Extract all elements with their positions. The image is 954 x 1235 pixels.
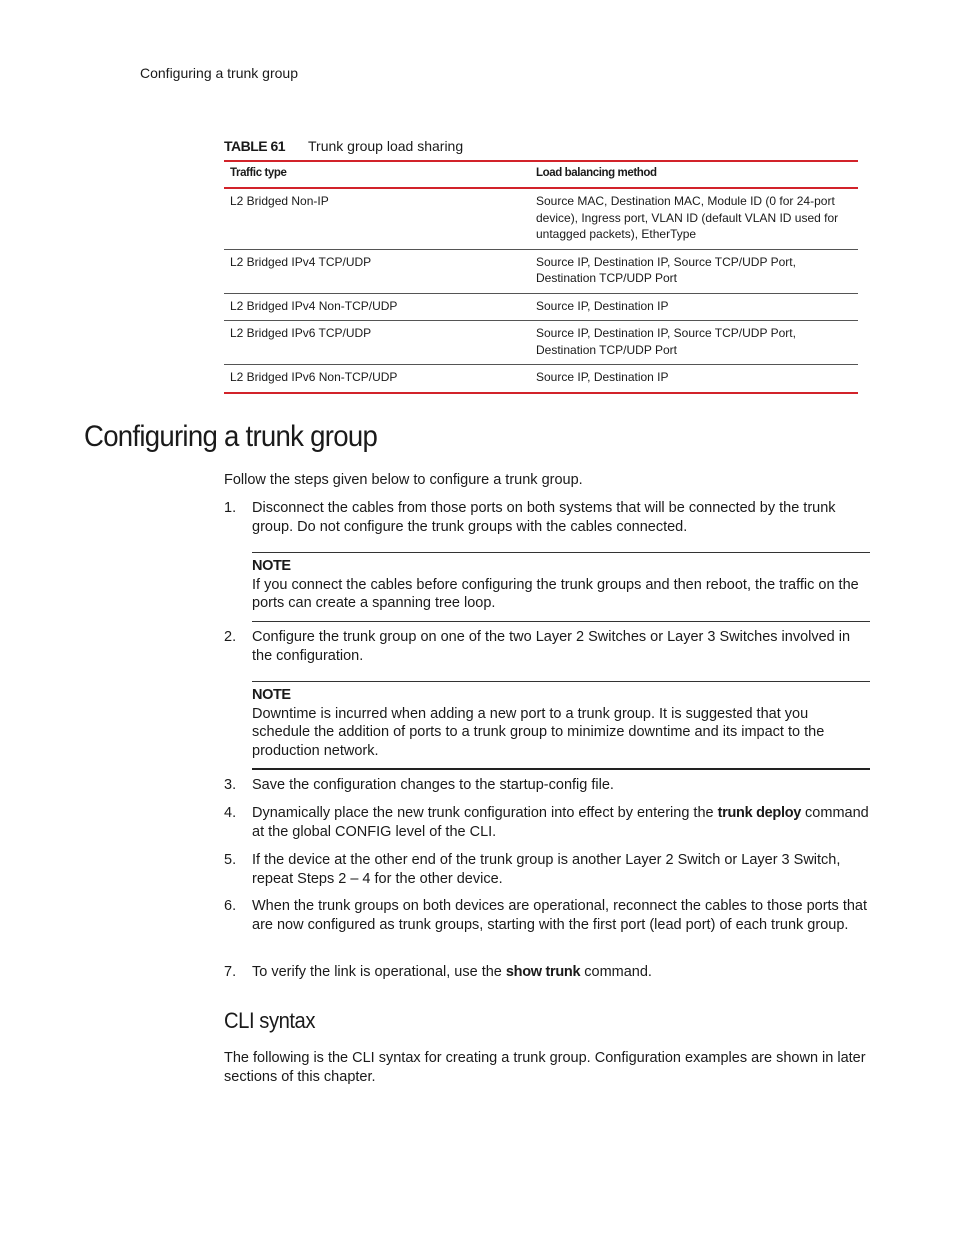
note-label: NOTE (252, 558, 291, 574)
step-number: 2. (224, 629, 237, 645)
column-header-load-balancing: Load balancing method (530, 161, 858, 188)
step-text: Disconnect the cables from those ports on both systems that will be connected by the trunk group. Do not configure the trunk groups with the cables connected. (252, 500, 836, 535)
step-text (252, 963, 869, 982)
step-text-post: command. (580, 964, 652, 980)
traffic-type-cell: L2 Bridged Non-IP (224, 188, 530, 249)
step-item (224, 804, 869, 842)
step-item (224, 897, 869, 935)
note-box (252, 552, 870, 622)
step-number: 3. (224, 777, 237, 793)
note-text: Downtime is incurred when adding a new port to a trunk group. It is suggested that you schedule the addition of ports to a trunk group to minimize downtime and its impact to the production network. (252, 705, 825, 759)
table-header-row (224, 161, 858, 188)
table-title: Trunk group load sharing (308, 138, 464, 154)
step-number: 1. (224, 500, 237, 516)
step-item (224, 776, 869, 795)
note-text: If you connect the cables before configuring the trunk groups and then reboot, the traffic on the ports can create a spanning tree loop. (252, 576, 859, 611)
step-text-pre: To verify the link is operational, use the (252, 964, 506, 980)
step-text: If the device at the other end of the trunk group is another Layer 2 Switch or Layer 3 Switch, repeat Steps 2 – 4 for the other device. (252, 852, 841, 887)
method-cell: Source IP, Destination IP, Source TCP/UDP Port, Destination TCP/UDP Port (530, 249, 858, 293)
step-number: 6. (224, 898, 237, 914)
method-cell: Source IP, Destination IP (536, 370, 669, 384)
traffic-type-cell: L2 Bridged IPv4 Non-TCP/UDP (224, 293, 530, 321)
command-trunk-deploy: trunk deploy (717, 805, 802, 821)
step-text-post: command at the global CONFIG level of the CLI. (252, 805, 869, 840)
method-cell: Source IP, Destination IP (530, 293, 858, 321)
step-text: Configure the trunk group on one of the two Layer 2 Switches or Layer 3 Switches involved in the configuration. (252, 629, 851, 664)
step-item (224, 851, 869, 889)
step-text (252, 804, 869, 842)
table-row (224, 249, 858, 293)
traffic-type-cell: L2 Bridged IPv6 TCP/UDP (224, 321, 530, 365)
cli-syntax-heading: CLI syntax (224, 1008, 316, 1033)
note-label: NOTE (252, 687, 291, 703)
running-header: Configuring a trunk group (140, 65, 298, 81)
step-item (224, 628, 869, 666)
table-number: TABLE 61 (224, 138, 286, 154)
intro-paragraph: Follow the steps given below to configure a trunk group. (224, 472, 583, 488)
cli-syntax-paragraph: The following is the CLI syntax for creating a trunk group. Configuration examples are shown in later sections of this chapter. (224, 1050, 866, 1085)
table-row (224, 293, 858, 321)
note-box (252, 681, 870, 770)
method-cell: Source MAC, Destination MAC, Module ID (0 for 24-port device), Ingress port, VLAN ID (default VLAN ID used for untagged packets), EtherType (530, 188, 858, 249)
step-text: When the trunk groups on both devices are operational, reconnect the cables to those ports that are now configured as trunk groups, starting with the first port (lead port) of each trunk group. (252, 898, 868, 933)
load-sharing-table (224, 160, 858, 394)
step-text-pre: Dynamically place the new trunk configuration into effect by entering the (252, 805, 718, 821)
traffic-type-cell: L2 Bridged IPv4 TCP/UDP (224, 249, 530, 293)
method-cell: Source IP, Destination IP, Source TCP/UDP Port, Destination TCP/UDP Port (530, 321, 858, 365)
command-show-trunk: show trunk (505, 964, 581, 980)
step-text: Save the configuration changes to the startup-config file. (252, 777, 614, 793)
section-heading: Configuring a trunk group (84, 420, 378, 453)
step-number: 7. (224, 964, 237, 980)
table-row (224, 188, 858, 249)
table-caption (224, 138, 464, 154)
step-number: 5. (224, 852, 237, 868)
traffic-type-cell: L2 Bridged IPv6 Non-TCP/UDP (230, 370, 398, 384)
step-number: 4. (224, 805, 237, 821)
table-row (224, 321, 858, 365)
step-item (224, 499, 869, 537)
table-row (224, 365, 858, 393)
step-item (224, 963, 869, 982)
column-header-traffic-type: Traffic type (224, 161, 530, 188)
